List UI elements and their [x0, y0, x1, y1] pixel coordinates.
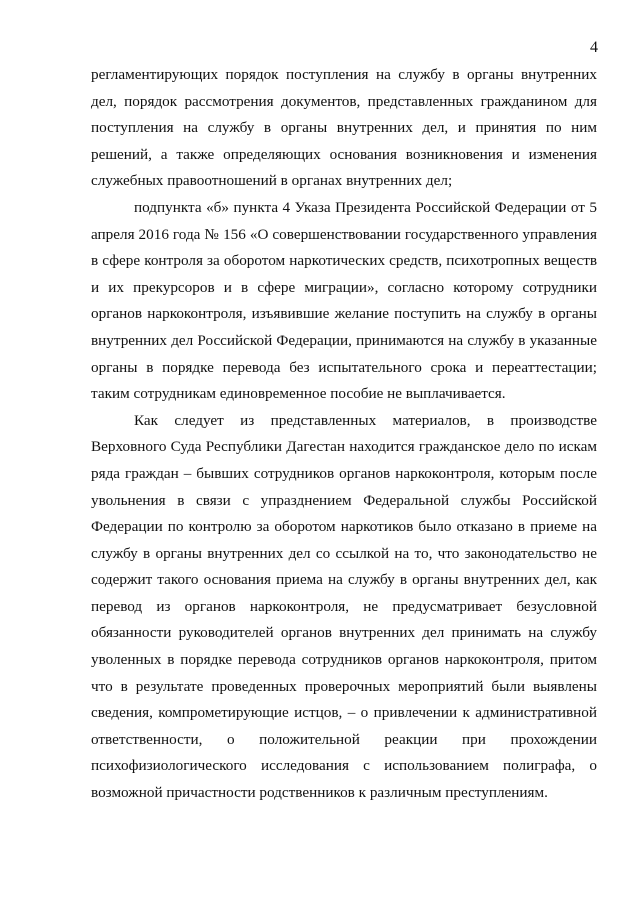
document-body [91, 62, 597, 807]
page-number: 4 [590, 39, 598, 56]
paragraph-decree-subclause: подпункта «б» пункта 4 Указа Президента Российской Федерации от 5 апреля 2016 года № 156 «О совершенствовании государственного управления в сфере контроля за оборотом наркотических средств, психотропных веществ и их прекурсоров и в сфере миграции», согласно которому сотрудники органов наркоконтроля, изъявившие желание поступить на службу в органы внутренних дел Российской Федерации, принимаются на службу в указанные органы в порядке перевода без испытательного срока и переаттестации; таким сотрудникам единовременное пособие не выплачивается. [91, 198, 597, 403]
paragraph-case-materials: Как следует из представленных материалов, в производстве Верховного Суда Республики Дагестан находится гражданское дело по искам ряда граждан – бывших сотрудников органов наркоконтроля, которым после увольнения в связи с упразднением Федеральной службы Российской Федерации по контролю за оборотом наркотиков было отказано в приеме на службу в органы внутренних дел со ссылкой на то, что законодательство не содержит такого основания приема на службу в органы внутренних дел, как перевод из органов наркоконтроля, не предусматривает безусловной обязанности руководителей органов внутренних дел принимать на службу уволенных в порядке перевода сотрудников органов наркоконтроля, притом что в результате проведенных проверочных мероприятий были выявлены сведения, компрометирующие истцов, – о привлечении к административной ответственности, о положительной реакции при прохождении психофизиологического исследования с использованием полиграфа, о возможной причастности родственников к различным преступлениям. [91, 411, 597, 802]
paragraph-continuation: регламентирующих порядок поступления на службу в органы внутренних дел, порядок рассмотрения документов, представленных гражданином для поступления на службу в органы внутренних дел, и принятия по ним решений, а также определяющих основания возникновения и изменения служебных правоотношений в органах внутренних дел; [91, 66, 597, 190]
